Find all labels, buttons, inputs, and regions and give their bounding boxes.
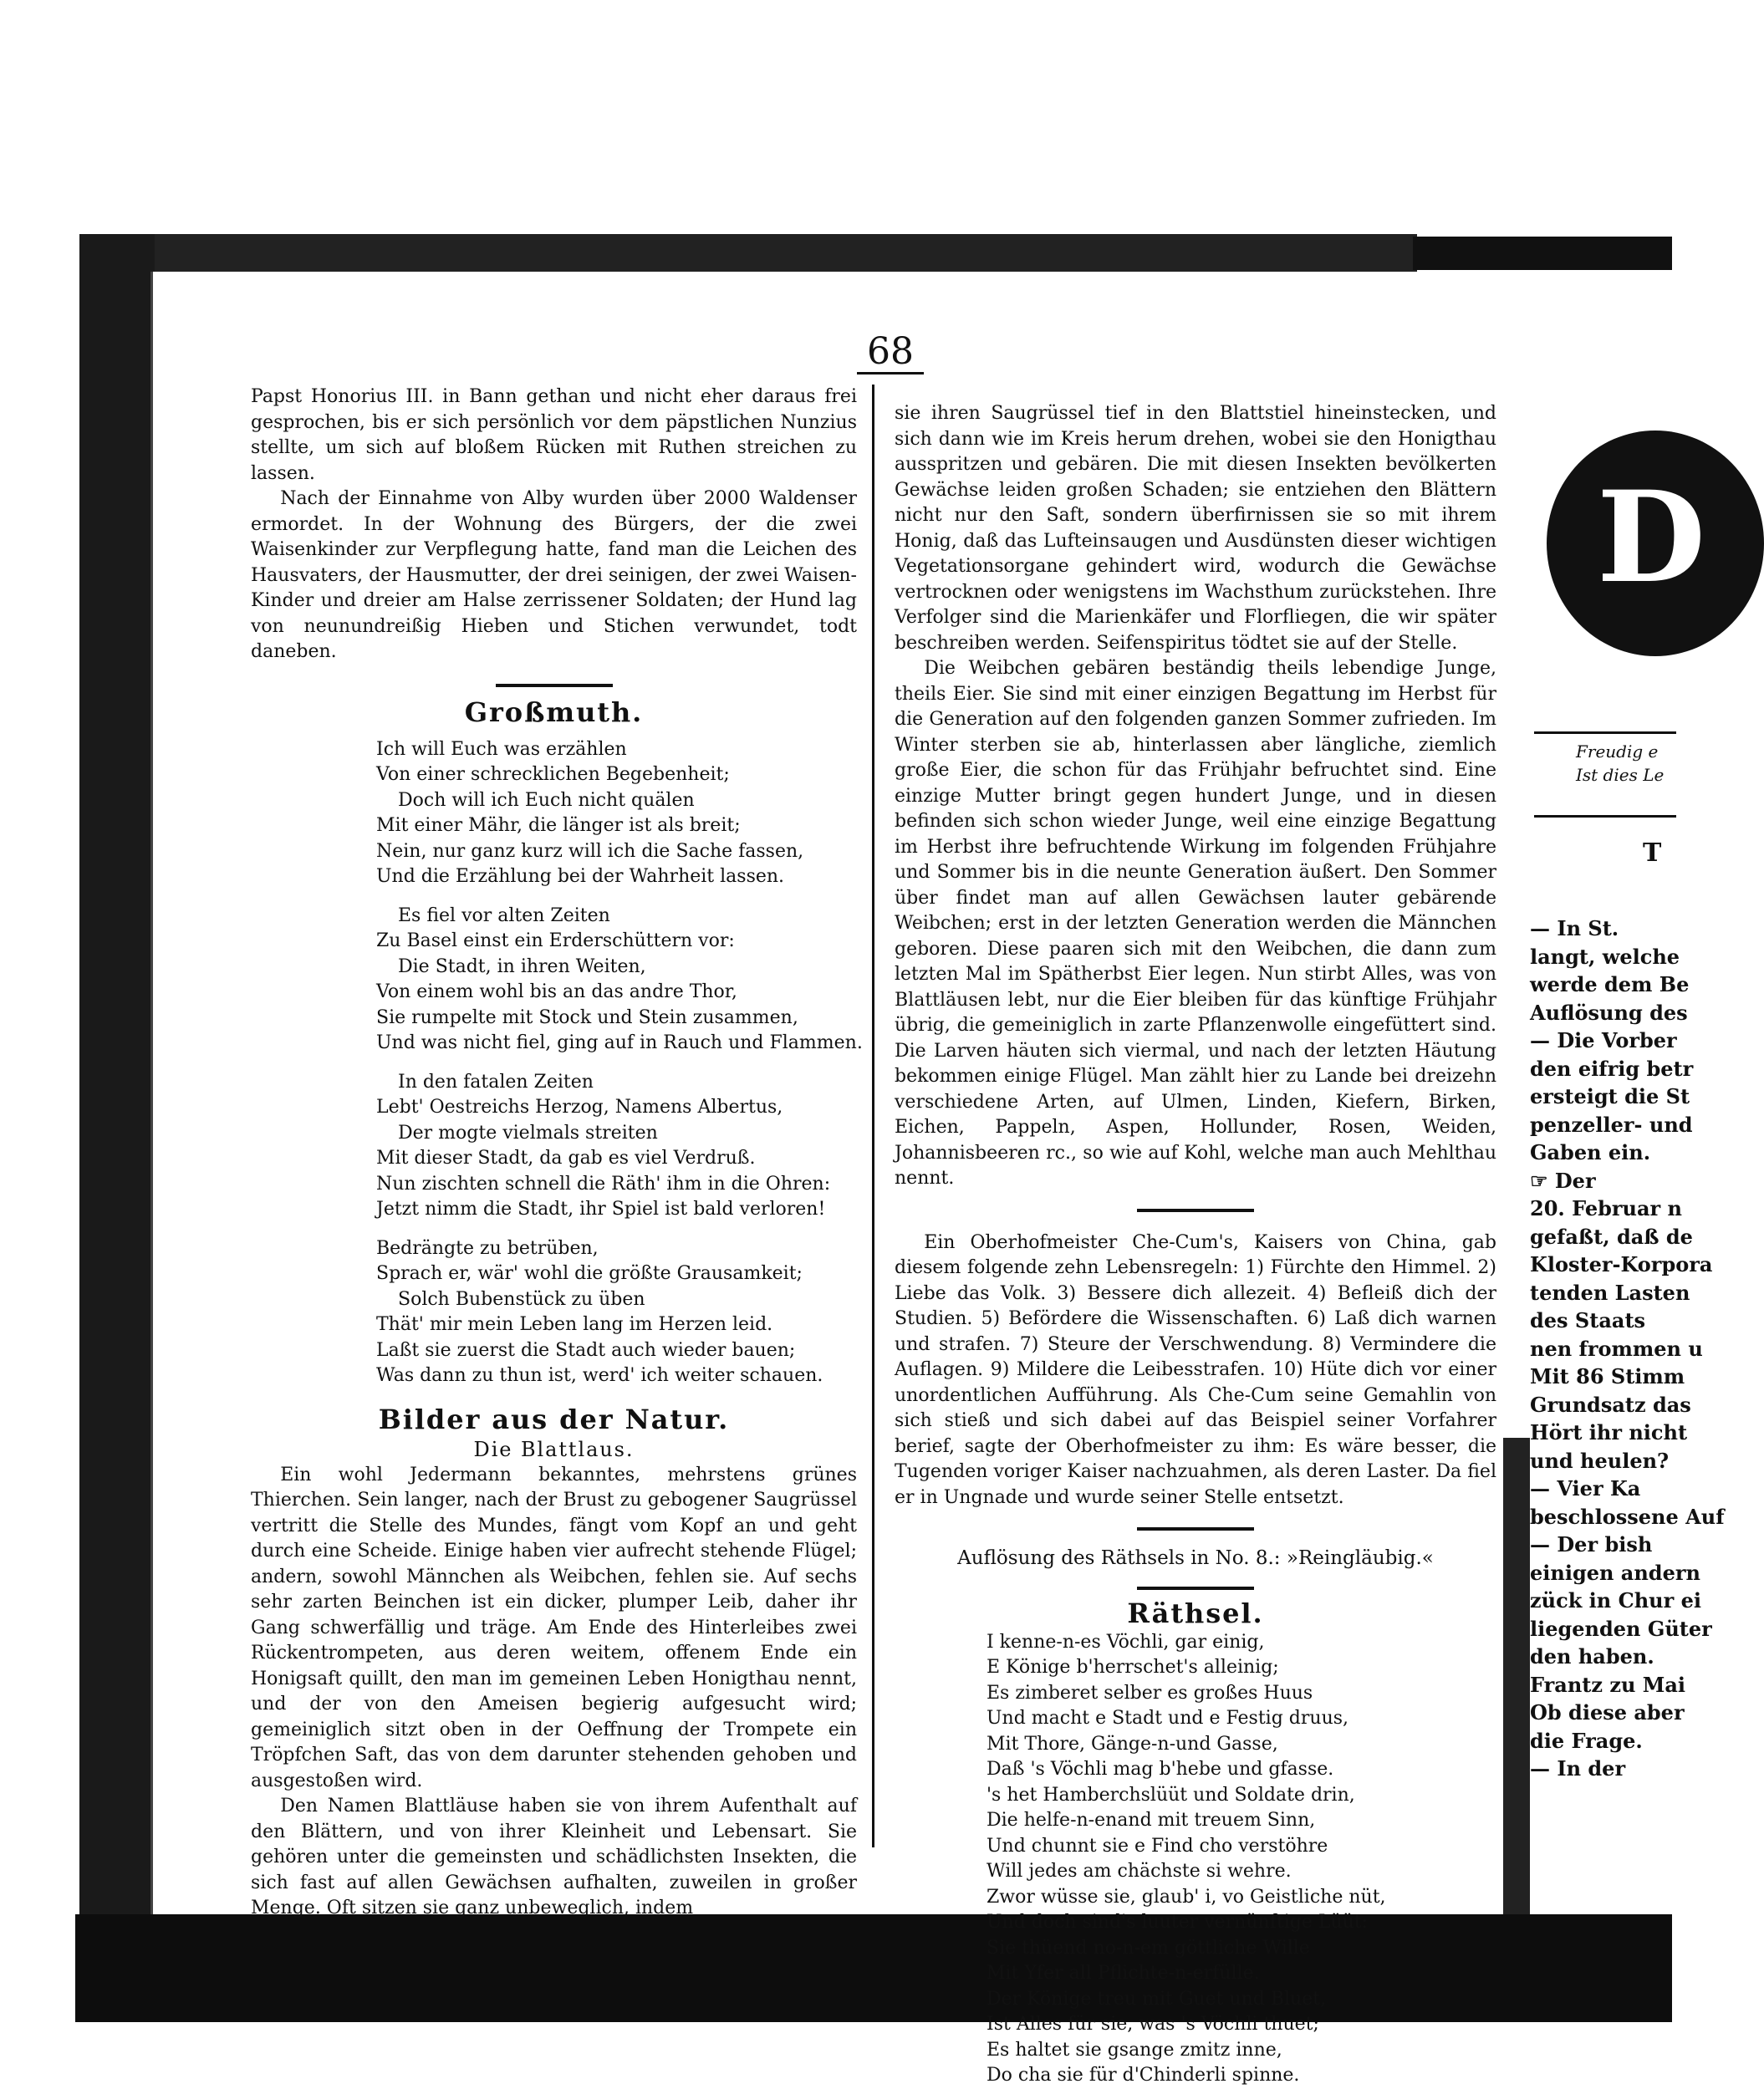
column-divider [872, 385, 874, 1847]
riddle-line: Und macht e Stadt und e Festig druus, [987, 1708, 1349, 1729]
next-page-line: Kloster-Korpora [1530, 1252, 1713, 1276]
riddle-title: Räthsel. [1127, 1597, 1264, 1629]
next-page-line: — In der [1530, 1756, 1626, 1781]
poem-stanza-3 [376, 1070, 857, 1223]
scan-border-right-top [1413, 237, 1672, 270]
poem-line: Zu Basel einst ein Erderschüttern vor: [376, 930, 735, 951]
heading-fragment: T [1643, 838, 1662, 868]
next-page-line: die Frage. [1530, 1728, 1643, 1753]
next-page-line: nen frommen u [1530, 1336, 1703, 1361]
next-page-line: langt, welche [1530, 944, 1680, 969]
section-rule [496, 684, 613, 687]
poem-line: In den fatalen Zeiten [398, 1071, 594, 1093]
riddle-solution: Auflösung des Räthsels in No. 8.: »Reingläubig.« [957, 1547, 1434, 1569]
riddle-line: Es haltet sie gsange zmitz inne, [987, 2039, 1282, 2061]
poem-line: Von einem wohl bis an das andre Thor, [376, 981, 737, 1002]
next-page-line: — Vier Ka [1530, 1476, 1641, 1501]
left-column [251, 385, 863, 1922]
nature-subtitle: Die Blattlaus. [473, 1437, 635, 1461]
next-page-line: liegenden Güter [1530, 1616, 1712, 1641]
riddle-line: I kenne-n-es Vöchli, gar einig, [987, 1631, 1265, 1653]
next-page-line: Gaben ein. [1530, 1140, 1651, 1164]
next-page-line: den eifrig betr [1530, 1056, 1694, 1081]
next-page-line: — Die Vorber [1530, 1028, 1677, 1052]
next-page-line: Ob diese aber [1530, 1700, 1685, 1725]
motto-line: Freudig e [1576, 741, 1659, 762]
next-page-line: werde dem Be [1530, 972, 1690, 996]
poem-line: Der mogte vielmals streiten [398, 1122, 658, 1144]
riddle-line: Mit Thore, Gänge-n-und Gasse, [987, 1733, 1278, 1755]
next-page-line: tenden Lasten [1530, 1280, 1690, 1305]
middle-column [895, 401, 1496, 2089]
next-page-line: ersteigt die St [1530, 1084, 1690, 1108]
poem-line: Doch will ich Euch nicht quälen [398, 789, 695, 811]
poem-line: Sie rumpelte mit Stock und Stein zusammen, [376, 1006, 798, 1028]
riddle-line: Es zimberet selber es großes Huus [987, 1682, 1313, 1704]
poem-line: Was dann zu thun ist, werd' ich weiter schauen. [376, 1365, 823, 1386]
poem-stanza-1 [376, 737, 857, 890]
masthead-rule [1534, 731, 1676, 734]
riddle-line: Und chunnt sie e Find cho verstöhre [987, 1835, 1328, 1857]
riddle-line: 's het Hamberchslüüt und Soldate drin, [987, 1784, 1355, 1806]
next-page-line: zück in Chur ei [1530, 1588, 1701, 1613]
poem-stanza-4 [376, 1236, 857, 1389]
poem-line: Lebt' Oestreichs Herzog, Namens Albertus, [376, 1097, 783, 1118]
next-page-line: den haben. [1530, 1644, 1654, 1669]
poem-line: Mit dieser Stadt, da gab es viel Verdruß. [376, 1148, 756, 1169]
poem-line: Laßt sie zuerst die Stadt auch wieder bauen; [376, 1339, 796, 1361]
next-page-line: penzeller- und [1530, 1112, 1693, 1137]
poem-line: Jetzt nimm die Stadt, ihr Spiel ist bald verloren! [376, 1199, 826, 1220]
nature-paragraph-1: Ein wohl Jedermann bekanntes, mehrstens grünes Thierchen. Sein langer, nach der Brust zu gebogener Saugrüssel vertritt die Stelle des Mundes, fängt vom Kopf an und geht durch eine Scheide. Einige haben vier aufrecht stehende Flügel; andern, sowohl Männchen als Weibchen, fehlen sie. Auf sechs sehr zarten Beinchen ist ein dicker, plumper Leib, daher ihr Gang schwerfällig und träge. Am Ende des Hinterleibes zwei Rückentrompeten, aus deren weitem, offenem Ende ein Honigsaft quillt, den man im gemeinen Leben Honigthau nennt, und der von den Ameisen begierig aufgesucht wird; gemeiniglich sitzt oben in der Oeffnung der Trompete ein Tröpfchen Saft, das von dem darunter stehenden gehoben und ausgestoßen wird. [251, 1464, 857, 1791]
poem-line: Solch Bubenstück zu üben [398, 1288, 645, 1310]
nature-continuation-1: sie ihren Saugrüssel tief in den Blattstiel hineinstecken, und sich dann wie im Kreis herum drehen, wobei sie den Honigthau ausspritzen und gebären. Die mit diesen Insekten bevölkerten Gewächse leiden großen Schaden; sie entziehen den Blättern nicht nur den Saft, sondern überfirnissen sie so mit ihrem Honig, daß das Lufteinsaugen und Ausdünsten dieser wichtigen Vegetationsorgane gehindert wird, wodurch die Gewächse vertrocknen oder wenigstens im Wachsthum zurückstehen. Ihre Verfolger sind die Marienkäfer und Florfliegen, die wir später beschreiben werden. Seifenspiritus tödtet sie auf der Stelle. [895, 403, 1496, 654]
masthead-rule [1534, 815, 1676, 818]
page-number-rule [857, 372, 924, 374]
masthead-letter: D [1597, 464, 1706, 611]
section-rule [1137, 1527, 1254, 1531]
poem-line: Und die Erzählung bei der Wahrheit lassen. [376, 866, 785, 887]
section-rule [1137, 1209, 1254, 1212]
next-page-line: des Staats [1530, 1308, 1646, 1332]
riddle-line: Do cha sie für d'Chinderli spinne. [987, 2065, 1300, 2086]
poem [376, 737, 863, 1389]
riddle-poem [987, 1630, 1496, 2089]
poem-line: Thät' mir mein Leben lang im Herzen leid. [376, 1314, 773, 1335]
next-page-line: — Der bish [1530, 1532, 1653, 1557]
poem-stanza-2 [376, 904, 863, 1057]
scan-shadow-strip [1503, 1438, 1530, 1914]
poem-line: Von einer schrecklichen Begebenheit; [376, 764, 730, 785]
poem-line: Bedrängte zu betrüben, [376, 1237, 599, 1259]
next-page-line: Frantz zu Mai [1530, 1672, 1685, 1697]
riddle-line: E Könige b'herrschet's alleinig; [987, 1657, 1279, 1678]
section-rule [1137, 1587, 1254, 1590]
riddle-line: Ist Alles für sie, was 's Vöchli thuet; [987, 2014, 1319, 2035]
riddle-line: Will jedes am chächste si wehre. [987, 1861, 1292, 1882]
page-number: 68 [867, 330, 914, 373]
poem-line: Und was nicht fiel, ging auf in Rauch und Flammen. [376, 1032, 863, 1053]
riddle-line: Daß 's Vöchli mag b'hebe und gfasse. [987, 1759, 1334, 1780]
next-page-fragment [1530, 380, 1725, 1927]
riddle-line: Und doch sind's luuter vernünftige Lüüt: [987, 1912, 1369, 1933]
poem-line: Nun zischten schnell die Räth' ihm in die Ohren: [376, 1173, 831, 1195]
next-page-line: Mit 86 Stimm [1530, 1364, 1685, 1388]
anecdote-paragraph: Ein Oberhofmeister Che-Cum's, Kaisers von China, gab diesem folgende zehn Lebensregeln: 1) Fürchte den Himmel. 2) Liebe das Volk. 3) Bessere dich allezeit. 4) Befleiß dich der Studien. 5) Befördere die Wissenschaften. 6) Laß dich warnen und strafen. 7) Steure der Verschwendung. 8) Vermindere die Auflagen. 9) Mildere die Leibesstrafen. 10) Hüte dich vor einer unordentlichen Aufführung. Als Che-Cum seine Gemahlin von sich stieß und sich dabei auf das Beispiel seiner Vorfahrer berief, sagte der Oberhofmeister zu ihm: Es wäre besser, die Tugenden voriger Kaiser nachzuahmen, als deren Laster. Da fiel er in Ungnade und wurde seiner Stelle entsetzt. [895, 1231, 1496, 1508]
poem-title: Großmuth. [464, 695, 644, 728]
poem-line: Sprach er, wär' wohl die größte Grausamkeit; [376, 1263, 803, 1284]
poem-line: Mit einer Mähr, die länger ist als breit; [376, 815, 741, 836]
riddle-line: Sie thüend no-n-em göttliche Wille [987, 1937, 1310, 1959]
next-page-line: Auflösung des [1530, 1000, 1688, 1025]
nature-continuation-2: Die Weibchen gebären beständig theils lebendige Junge, theils Eier. Sie sind mit einer einzigen Begattung im Herbst für die Generation auf den folgenden ganzen Sommer zufrieden. Im Winter sterben sie ab, hinterlassen aber längliche, ziemlich große Eier, die schon für das Frühjahr befruchtet sind. Eine einzige Mutter bringt gegen hundert Junge, und in diesen befinden sich schon wieder Junge, weil eine einzige Begattung im Herbst ihre befruchtende Wirkung im folgenden Frühjahre und Sommer bis in die neunte Generation äußert. Den Sommer über findet man auf allen Gewächsen lauter gebärende Weibchen; erst in der letzten Generation werden die Männchen geboren. Diese paaren sich mit den Weibchen, die dann zum letzten Mal im Spätherbst Eier legen. Nun stirbt Alles, was von Blattläusen lebt, nur die Eier bleiben für das künftige Frühjahr übrig, die gemeiniglich in zarte Pflanzenwolle eingefüttert sind. Die Larven häuten sich viermal, und nach der letzten Häutung bekommen einige Flügel. Man zählt hier zu Lande bei dreizehn verschiedene Arten, auf Ulmen, Linden, Kiefern, Birken, Eichen, Pappeln, Aspen, Hollunder, Rosen, Weiden, Johannisbeeren rc., so wie auf Kohl, welche man auch Mehlthau nennt. [895, 658, 1496, 1189]
next-page-line: Hört ihr nicht [1530, 1420, 1688, 1444]
next-page-line: und heulen? [1530, 1448, 1670, 1473]
poem-line: Die Stadt, in ihren Weiten, [398, 955, 646, 977]
next-page-line: einigen andern [1530, 1560, 1700, 1585]
next-page-line: 20. Februar n [1530, 1196, 1682, 1220]
next-page-line: gefaßt, daß de [1530, 1224, 1693, 1249]
nature-paragraph-2: Den Namen Blattläuse haben sie von ihrem Aufenthalt auf den Blättern, und von ihrer Kleinheit und Lebensart. Sie gehören unter die gemeinsten und schädlichsten Insekten, die sich fast auf allen Gewächsen aufhalten, zuweilen in großer Menge. Oft sitzen sie ganz unbeweglich, indem [251, 1796, 857, 1918]
riddle-line: Der Könige treu mit Guet und Bluet, [987, 1988, 1327, 2010]
poem-line: Ich will Euch was erzählen [376, 738, 627, 760]
riddle-line: Mit Yfer all Pflichte-n-erfülle. [987, 1963, 1260, 1984]
riddle-line: Zwor wüsse sie, glaub' i, vo Geistliche nüt, [987, 1886, 1386, 1908]
nature-section-title: Bilder aus der Natur. [378, 1403, 730, 1435]
next-page-line: ☞ Der [1530, 1168, 1596, 1193]
next-page-line: Grundsatz das [1530, 1392, 1691, 1417]
next-page-line: — In St. [1530, 916, 1619, 940]
motto-line: Ist dies Le [1576, 765, 1665, 785]
riddle-line: Die helfe-n-enand mit treuem Sinn, [987, 1810, 1316, 1831]
next-page-line: beschlossene Auf [1530, 1504, 1725, 1529]
poem-line: Es fiel vor alten Zeiten [398, 904, 610, 926]
intro-paragraph-1: Papst Honorius III. in Bann gethan und nicht eher daraus frei gesprochen, bis er sich persönlich vor dem päpstlichen Nunzius stellte, um sich auf bloßem Rücken mit Ruthen streichen zu lassen. [251, 386, 857, 484]
intro-paragraph-2: Nach der Einnahme von Alby wurden über 2000 Waldenser ermordet. In der Wohnung des Bürgers, der die zwei Waisenkinder zur Verpflegung hatte, fand man die Leichen des Hausvaters, der Hausmutter, der drei seinigen, der zwei Waisen-Kinder und dreier am Halse zerrissener Soldaten; der Hund lag von neunundreißig Hieben und Stichen verwundet, todt daneben. [251, 488, 857, 662]
scan-border-left [79, 234, 155, 1931]
masthead-logo [1547, 431, 1764, 656]
poem-line: Nein, nur ganz kurz will ich die Sache fassen, [376, 840, 804, 862]
